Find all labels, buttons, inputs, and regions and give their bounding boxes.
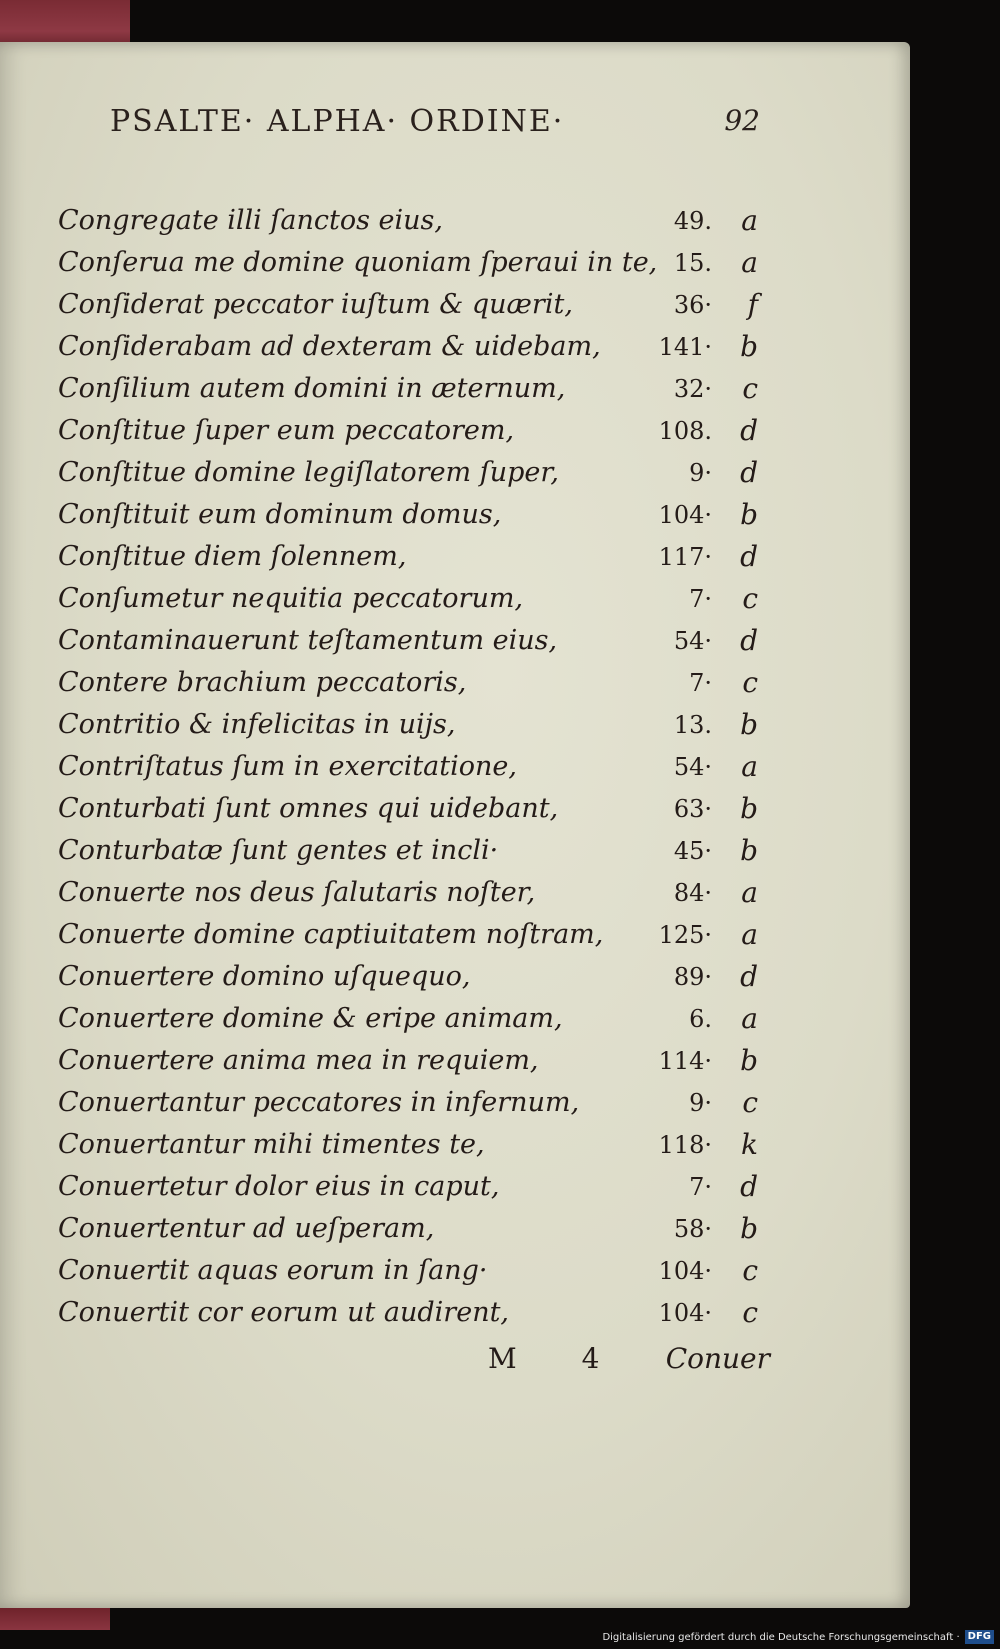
entry-psalm-number: 9· [689, 1089, 712, 1117]
entry-section-letter: b [740, 330, 758, 363]
entry-section-letter: b [740, 708, 758, 741]
page-footer [470, 1342, 770, 1382]
index-entry [58, 662, 758, 704]
catchword: Conuer [665, 1342, 770, 1375]
entry-psalm-number: 7· [689, 669, 712, 697]
index-entry [58, 368, 758, 410]
index-entry [58, 200, 758, 242]
entry-psalm-number: 49. [673, 207, 712, 235]
entry-psalm-number: 15. [673, 249, 712, 277]
index-entry [58, 326, 758, 368]
entry-psalm-number: 141· [658, 333, 712, 361]
entry-section-letter: b [740, 1212, 758, 1245]
entry-incipit: Conſiderabam ad dexteram & uidebam, [58, 331, 601, 362]
index-entry [58, 704, 758, 746]
entry-incipit: Conuertantur mihi timentes te, [58, 1129, 485, 1160]
entry-section-letter: b [740, 498, 758, 531]
index-entry [58, 1040, 758, 1082]
entry-psalm-number: 84· [673, 879, 712, 907]
entry-psalm-number: 104· [658, 501, 712, 529]
entry-psalm-number: 63· [673, 795, 712, 823]
entry-section-letter: c [742, 666, 758, 699]
index-entry [58, 872, 758, 914]
entry-psalm-number: 45· [673, 837, 712, 865]
entry-incipit: Conuertere domino uſquequo, [58, 961, 471, 992]
dfg-logo: DFG [965, 1630, 994, 1644]
entry-incipit: Conſtitue ſuper eum peccatorem, [58, 415, 515, 446]
entry-psalm-number: 104· [658, 1299, 712, 1327]
entry-incipit: Contriſtatus ſum in exercitatione, [58, 751, 517, 782]
entry-section-letter: b [740, 792, 758, 825]
entry-incipit: Conuertit aquas eorum in ſang· [58, 1255, 488, 1286]
index-entry [58, 830, 758, 872]
entry-section-letter: c [742, 1254, 758, 1287]
entry-section-letter: b [740, 1044, 758, 1077]
entry-incipit: Conſerua me domine quoniam ſperaui in te, [58, 247, 658, 278]
entry-incipit: Conuertit cor eorum ut audirent, [58, 1297, 510, 1328]
entry-section-letter: a [741, 876, 758, 909]
entry-incipit: Conuerte nos deus ſalutaris noſter, [58, 877, 536, 908]
entry-section-letter: c [742, 1296, 758, 1329]
entry-incipit: Conuerte domine captiuitatem noſtram, [58, 919, 604, 950]
entry-section-letter: b [740, 834, 758, 867]
entry-section-letter: a [741, 750, 758, 783]
running-title: PSALTE· ALPHA· ORDINE· [110, 104, 565, 139]
entry-psalm-number: 58· [673, 1215, 712, 1243]
entry-incipit: Conuertentur ad ueſperam, [58, 1213, 435, 1244]
index-entry [58, 410, 758, 452]
entry-incipit: Conuertantur peccatores in infernum, [58, 1087, 580, 1118]
folio-number: 92 [724, 104, 760, 137]
index-entry-list [58, 200, 758, 1334]
entry-section-letter: d [740, 624, 758, 657]
credit-text: Digitalisierung gefördert durch die Deutsche Forschungsgemeinschaft · [602, 1631, 960, 1643]
entry-psalm-number: 6. [689, 1005, 712, 1033]
entry-section-letter: d [740, 960, 758, 993]
entry-section-letter: a [741, 918, 758, 951]
entry-section-letter: a [741, 246, 758, 279]
entry-psalm-number: 54· [673, 753, 712, 781]
index-entry [58, 1166, 758, 1208]
entry-psalm-number: 36· [673, 291, 712, 319]
index-entry [58, 998, 758, 1040]
signature-mark: M 4 [488, 1342, 628, 1375]
entry-incipit: Conuertere domine & eripe animam, [58, 1003, 563, 1034]
index-entry [58, 494, 758, 536]
entry-psalm-number: 118· [658, 1131, 712, 1159]
entry-incipit: Conſiderat peccator iuſtum & quærit, [58, 289, 573, 320]
entry-section-letter: a [741, 204, 758, 237]
entry-incipit: Conſtitue diem ſolennem, [58, 541, 407, 572]
entry-psalm-number: 9· [689, 459, 712, 487]
book-page [0, 42, 910, 1608]
entry-incipit: Contaminauerunt teſtamentum eius, [58, 625, 558, 656]
index-entry [58, 1250, 758, 1292]
entry-incipit: Congregate illi ſanctos eius, [58, 205, 443, 236]
entry-incipit: Conturbati ſunt omnes qui uidebant, [58, 793, 559, 824]
entry-incipit: Conuertere anima mea in requiem, [58, 1045, 539, 1076]
index-entry [58, 452, 758, 494]
entry-section-letter: d [740, 1170, 758, 1203]
entry-psalm-number: 7· [689, 1173, 712, 1201]
entry-section-letter: d [740, 414, 758, 447]
index-entry [58, 956, 758, 998]
index-entry [58, 284, 758, 326]
entry-section-letter: d [740, 456, 758, 489]
index-entry [58, 914, 758, 956]
entry-section-letter: d [740, 540, 758, 573]
entry-section-letter: f [747, 288, 758, 321]
entry-incipit: Conſumetur nequitia peccatorum, [58, 583, 524, 614]
index-entry [58, 242, 758, 284]
index-entry [58, 578, 758, 620]
entry-psalm-number: 54· [673, 627, 712, 655]
entry-psalm-number: 32· [673, 375, 712, 403]
entry-incipit: Contere brachium peccatoris, [58, 667, 467, 698]
entry-section-letter: c [742, 1086, 758, 1119]
entry-incipit: Conturbatæ ſunt gentes et incli· [58, 835, 499, 866]
index-entry [58, 788, 758, 830]
entry-incipit: Conſilium autem domini in æternum, [58, 373, 566, 404]
index-entry [58, 1208, 758, 1250]
index-entry [58, 1292, 758, 1334]
index-entry [58, 1082, 758, 1124]
entry-incipit: Conſtitue domine legiſlatorem ſuper, [58, 457, 559, 488]
entry-psalm-number: 125· [658, 921, 712, 949]
entry-psalm-number: 104· [658, 1257, 712, 1285]
entry-section-letter: c [742, 372, 758, 405]
entry-psalm-number: 7· [689, 585, 712, 613]
digitization-credit [602, 1627, 994, 1647]
entry-psalm-number: 89· [673, 963, 712, 991]
entry-section-letter: a [741, 1002, 758, 1035]
entry-section-letter: k [741, 1128, 758, 1161]
index-entry [58, 746, 758, 788]
entry-section-letter: c [742, 582, 758, 615]
index-entry [58, 620, 758, 662]
page-header [110, 104, 760, 144]
entry-psalm-number: 117· [658, 543, 712, 571]
entry-psalm-number: 114· [658, 1047, 712, 1075]
entry-psalm-number: 108. [658, 417, 712, 445]
entry-incipit: Conuertetur dolor eius in caput, [58, 1171, 500, 1202]
index-entry [58, 1124, 758, 1166]
entry-incipit: Contritio & infelicitas in uijs, [58, 709, 456, 740]
index-entry [58, 536, 758, 578]
entry-incipit: Conſtituit eum dominum domus, [58, 499, 502, 530]
entry-psalm-number: 13. [673, 711, 712, 739]
